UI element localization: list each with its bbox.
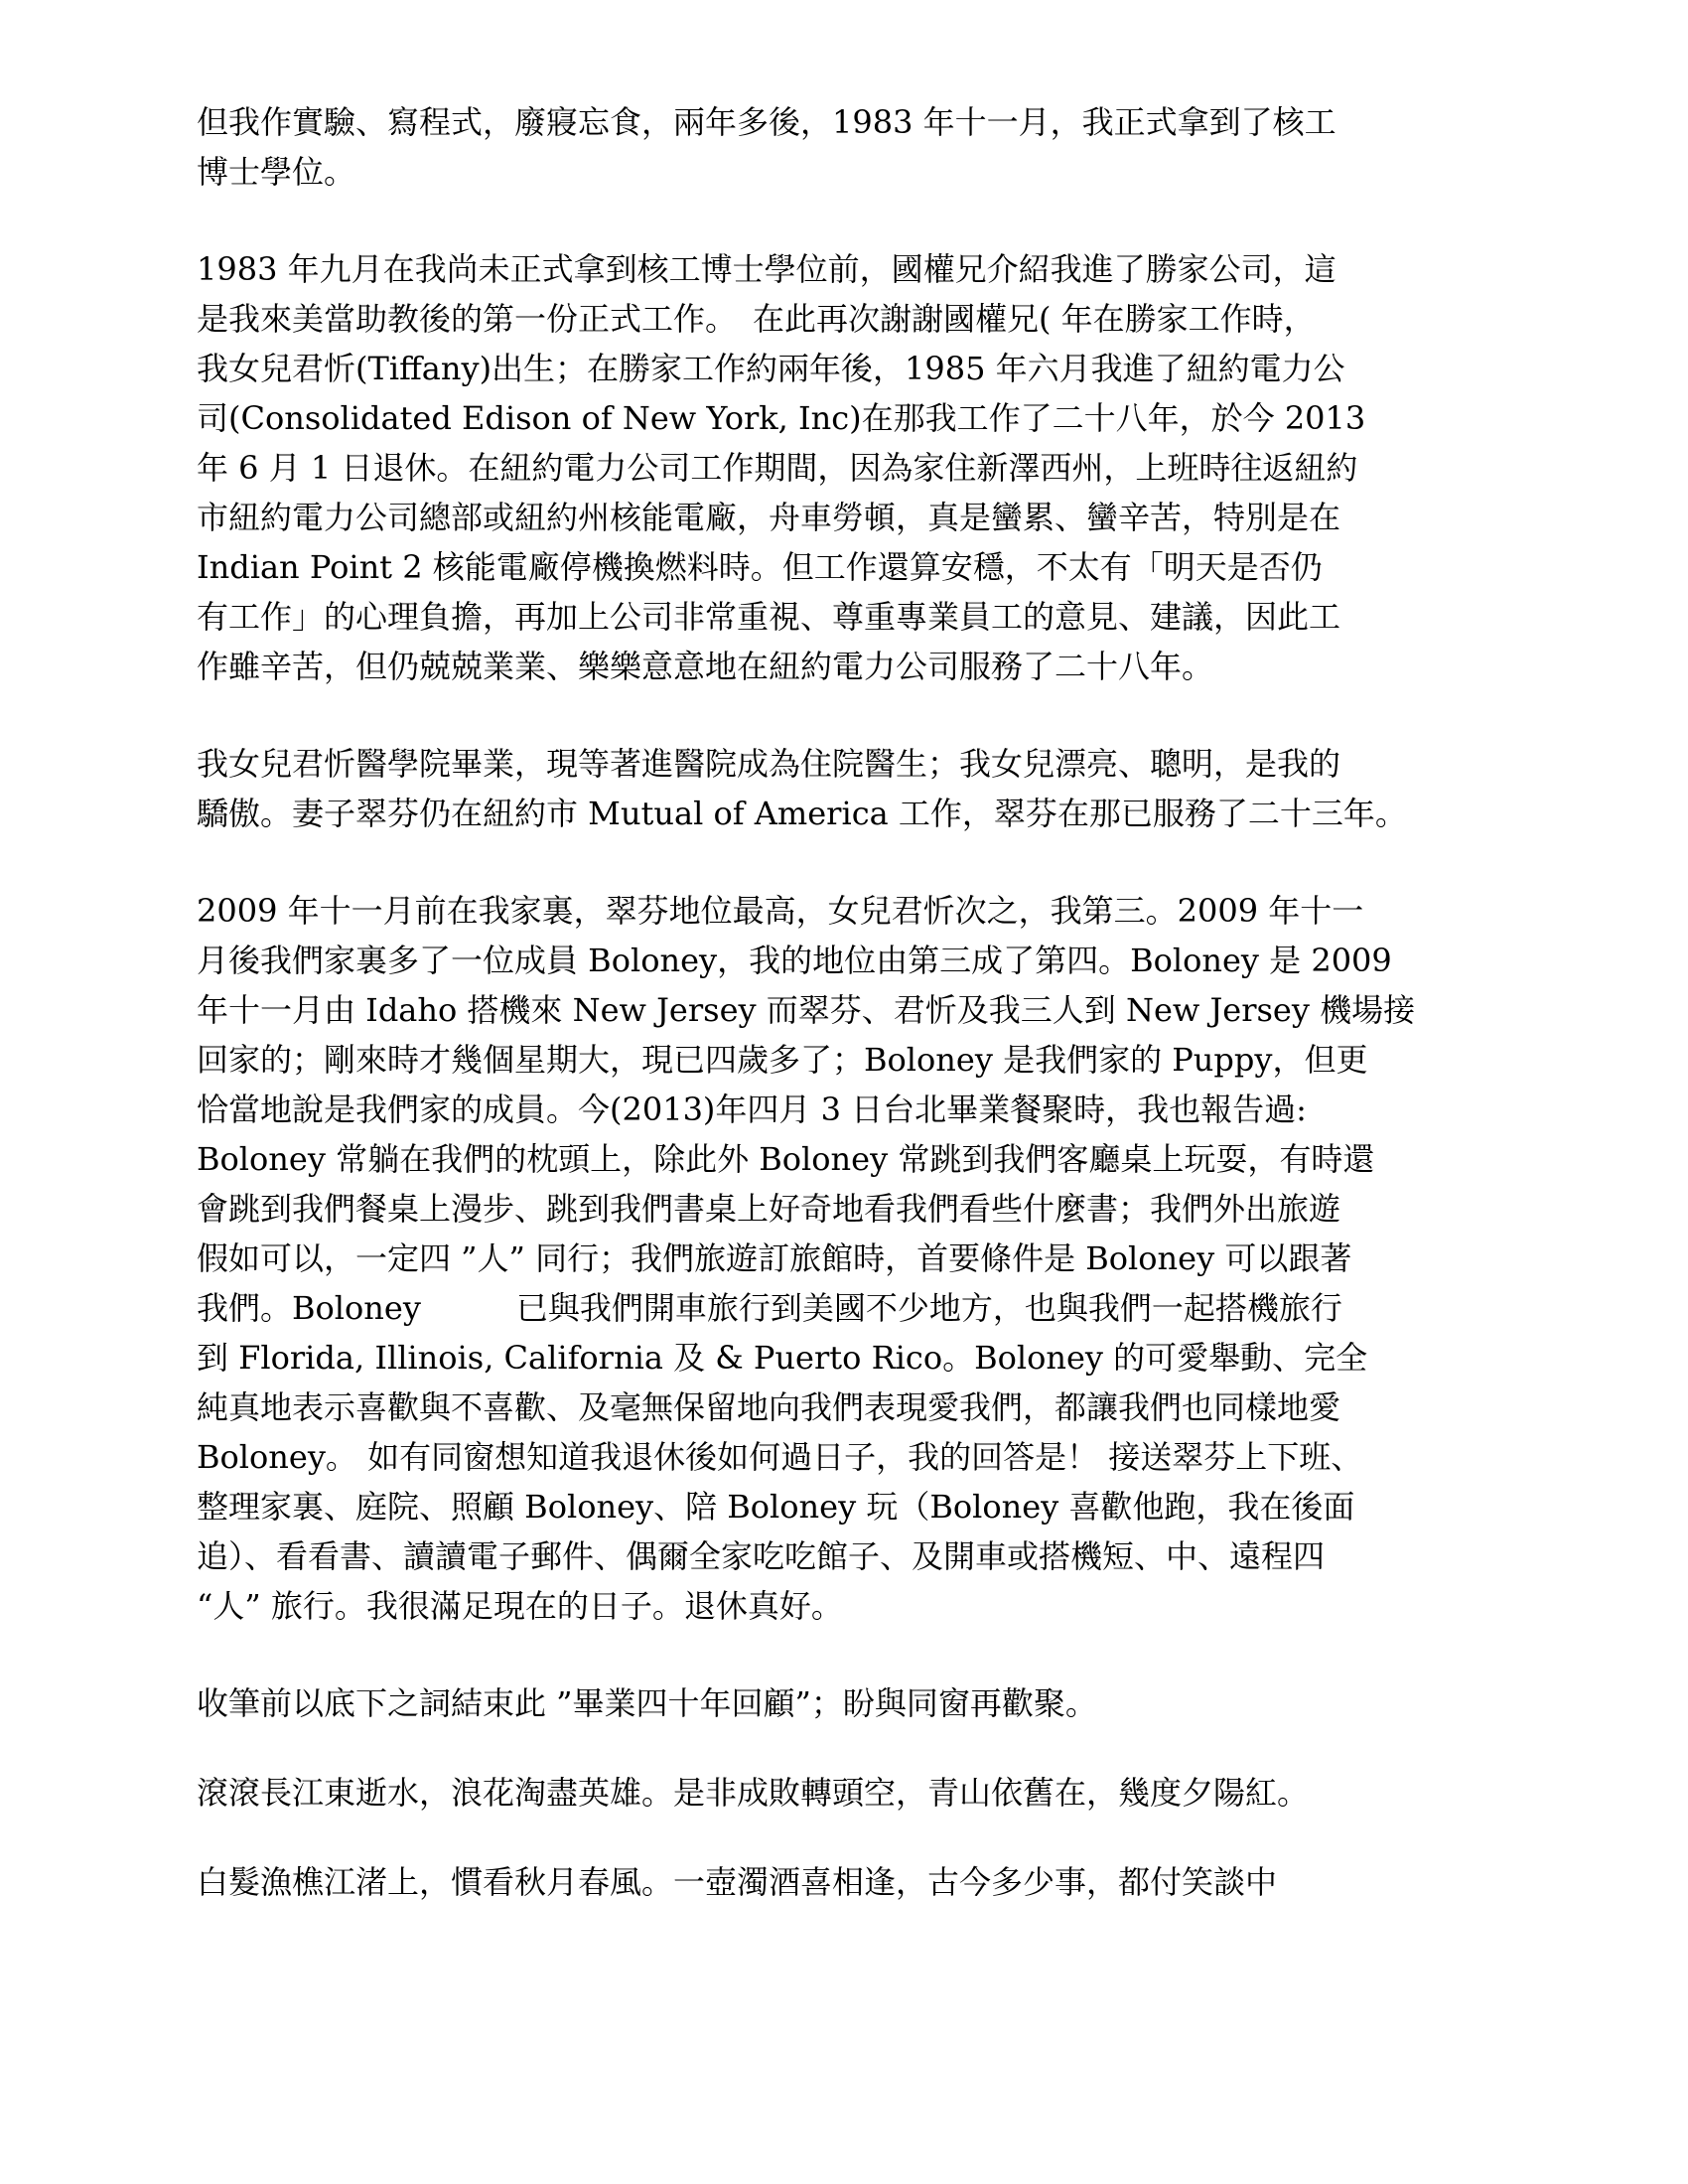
- text-line: 收筆前以底下之詞結束此 ”畢業四十年回顧”；盼與同窗再歡聚。: [197, 1684, 1097, 1722]
- paragraph-boloney: [197, 886, 1587, 1631]
- paragraph-family: [197, 739, 1587, 838]
- paragraph-closing: [197, 1678, 1587, 1728]
- poem-line-2: [197, 1857, 1587, 1907]
- text-line: 作雖辛苦，但仍兢兢業業、樂樂意意地在紐約電力公司服務了二十八年。: [197, 648, 1214, 685]
- text-line: 會跳到我們餐桌上漫步、跳到我們書桌上好奇地看我們看些什麼書；我們外出旅遊: [197, 1190, 1341, 1228]
- text-line: 整理家裏、庭院、照顧 Boloney、陪 Boloney 玩（Boloney 喜歡他跑，我在後面: [197, 1488, 1355, 1526]
- text-line: 但我作實驗、寫程式，廢寢忘食，兩年多後，1983 年十一月，我正式拿到了核工: [197, 103, 1336, 141]
- text-line: 我女兒君忻(Tiffany)出生；在勝家工作約兩年後，1985 年六月我進了紐約電力公: [197, 350, 1345, 387]
- text-line: 年 6 月 1 日退休。在紐約電力公司工作期間，因為家住新澤西州，上班時往返紐約: [197, 449, 1358, 487]
- text-line: 白髮漁樵江渚上，慣看秋月春風。一壺濁酒喜相逢，古今多少事，都付笑談中: [197, 1863, 1278, 1901]
- text-line: 月後我們家裏多了一位成員 Boloney，我的地位由第三成了第四。Boloney 是 2009: [197, 942, 1392, 979]
- text-line: Boloney。 如有同窗想知道我退休後如何過日子，我的回答是！ 接送翠芬上下班、: [197, 1438, 1363, 1476]
- text-line: 假如可以，一定四 ”人” 同行；我們旅遊訂旅館時，首要條件是 Boloney 可以跟著: [197, 1239, 1352, 1277]
- poem-line-1: [197, 1768, 1587, 1818]
- text-line: Boloney 常躺在我們的枕頭上，除此外 Boloney 常跳到我們客廳桌上玩耍，有時還: [197, 1140, 1375, 1178]
- text-line: 有工作」的心理負擔，再加上公司非常重視、尊重專業員工的意見、建議，因此工: [197, 598, 1341, 636]
- text-line: 我們。Boloney 已與我們開車旅行到美國不少地方，也與我們一起搭機旅行: [197, 1289, 1342, 1327]
- text-line: Indian Point 2 核能電廠停機換燃料時。但工作還算安穩，不太有「明天是否仍: [197, 548, 1323, 586]
- text-line: 滾滾長江東逝水，浪花淘盡英雄。是非成敗轉頭空，青山依舊在，幾度夕陽紅。: [197, 1774, 1310, 1812]
- text-line: 1983 年九月在我尚未正式拿到核工博士學位前，國權兄介紹我進了勝家公司，這: [197, 250, 1336, 288]
- text-line: 我女兒君忻醫學院畢業，現等著進醫院成為住院醫生；我女兒漂亮、聰明，是我的: [197, 745, 1341, 783]
- text-line: 年十一月由 Idaho 搭機來 New Jersey 而翠芬、君忻及我三人到 New Jersey 機場接: [197, 991, 1416, 1029]
- text-line: 到 Florida, Illinois, California 及 & Puerto Rico。Boloney 的可愛舉動、完全: [197, 1339, 1368, 1377]
- text-line: “人” 旅行。我很滿足現在的日子。退休真好。: [197, 1587, 843, 1625]
- text-line: 市紐約電力公司總部或紐約州核能電廠，舟車勞頓，真是蠻累、蠻辛苦，特別是在: [197, 499, 1341, 536]
- paragraph-phd: [197, 97, 1587, 197]
- document-body: [197, 97, 1587, 1947]
- text-line: 純真地表示喜歡與不喜歡、及毫無保留地向我們表現愛我們，都讓我們也同樣地愛: [197, 1388, 1341, 1426]
- text-line: 是我來美當助教後的第一份正式工作。 在此再次謝謝國權兄( 年在勝家工作時，: [197, 300, 1316, 338]
- text-line: 博士學位。: [197, 153, 356, 191]
- text-line: 恰當地說是我們家的成員。今(2013)年四月 3 日台北畢業餐聚時，我也報告過:: [197, 1091, 1307, 1128]
- text-line: 追）、看看書、讀讀電子郵件、偶爾全家吃吃館子、及開車或搭機短、中、遠程四: [197, 1537, 1326, 1575]
- text-line: 2009 年十一月前在我家裏，翠芬地位最高，女兒君忻次之，我第三。2009 年十一: [197, 892, 1364, 930]
- text-line: 回家的；剛來時才幾個星期大，現已四歲多了；Boloney 是我們家的 Puppy，但更: [197, 1041, 1368, 1079]
- text-line: 司(Consolidated Edison of New York, Inc)在那我工作了二十八年，於今 2013: [197, 399, 1366, 437]
- text-line: 驕傲。妻子翠芬仍在紐約市 Mutual of America 工作，翠芬在那已服務了二十三年。: [197, 795, 1407, 832]
- paragraph-career: [197, 244, 1587, 691]
